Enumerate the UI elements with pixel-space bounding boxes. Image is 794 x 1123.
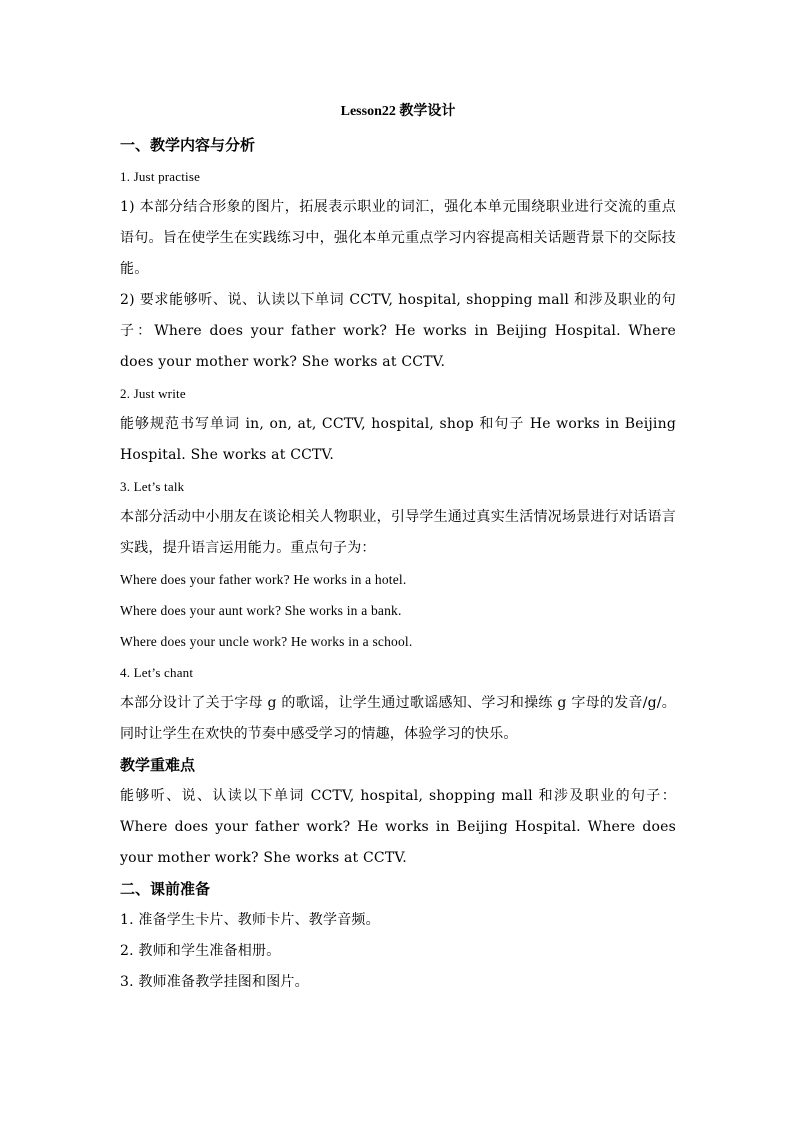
list-item-preparation-1: 1. 准备学生卡片、教师卡片、教学音频。 (120, 912, 380, 928)
subsection-title-just-practise: 1. Just practise (120, 169, 201, 184)
document-title: Lesson22 教学设计 (340, 104, 456, 119)
section-heading-key-points: 教学重难点 (120, 756, 196, 774)
paragraph-just-write: 能够规范书写单词 in, on, at, CCTV, hospital, shop 和句子 He works in Beijing Hospital. She works at CCTV. (120, 416, 676, 463)
document-page (120, 100, 676, 998)
list-item-preparation-2: 2. 教师和学生准备相册。 (120, 943, 281, 959)
sentence-lets-talk-1: Where does your father work? He works in a hotel. (120, 572, 407, 587)
section-heading-preparation: 二、课前准备 (120, 880, 211, 898)
paragraph-key-points: 能够听、说、认读以下单词 CCTV, hospital, shopping mall 和涉及职业的句子：Where does your father work? He works in Beijing Hospital. Where does your mother work? She works at CCTV. (120, 788, 676, 866)
paragraph-just-practise-2: 2) 要求能够听、说、认读以下单词 CCTV, hospital, shopping mall 和涉及职业的句子：Where does your father work? He works in Beijing Hospital. Where does your mother work? She works at CCTV. (120, 292, 676, 370)
subsection-title-lets-chant: 4. Let’s chant (120, 665, 194, 680)
sentence-lets-talk-3: Where does your uncle work? He works in a school. (120, 634, 413, 649)
paragraph-lets-chant: 本部分设计了关于字母 g 的歌谣，让学生通过歌谣感知、学习和操练 g 字母的发音/g/。同时让学生在欢快的节奏中感受学习的情趣，体验学习的快乐。 (120, 695, 676, 742)
paragraph-lets-talk: 本部分活动中小朋友在谈论相关人物职业，引导学生通过真实生活情况场景进行对话语言实践，提升语言运用能力。重点句子为： (120, 509, 676, 556)
sentence-lets-talk-2: Where does your aunt work? She works in a bank. (120, 603, 402, 618)
list-item-preparation-3: 3. 教师准备教学挂图和图片。 (120, 974, 309, 990)
paragraph-just-practise-1: 1) 本部分结合形象的图片，拓展表示职业的词汇，强化本单元围绕职业进行交流的重点语句。旨在使学生在实践练习中，强化本单元重点学习内容提高相关话题背景下的交际技能。 (120, 199, 676, 277)
section-heading-content-analysis: 一、教学内容与分析 (120, 136, 256, 154)
subsection-title-lets-talk: 3. Let’s talk (120, 479, 185, 494)
subsection-title-just-write: 2. Just write (120, 386, 186, 401)
